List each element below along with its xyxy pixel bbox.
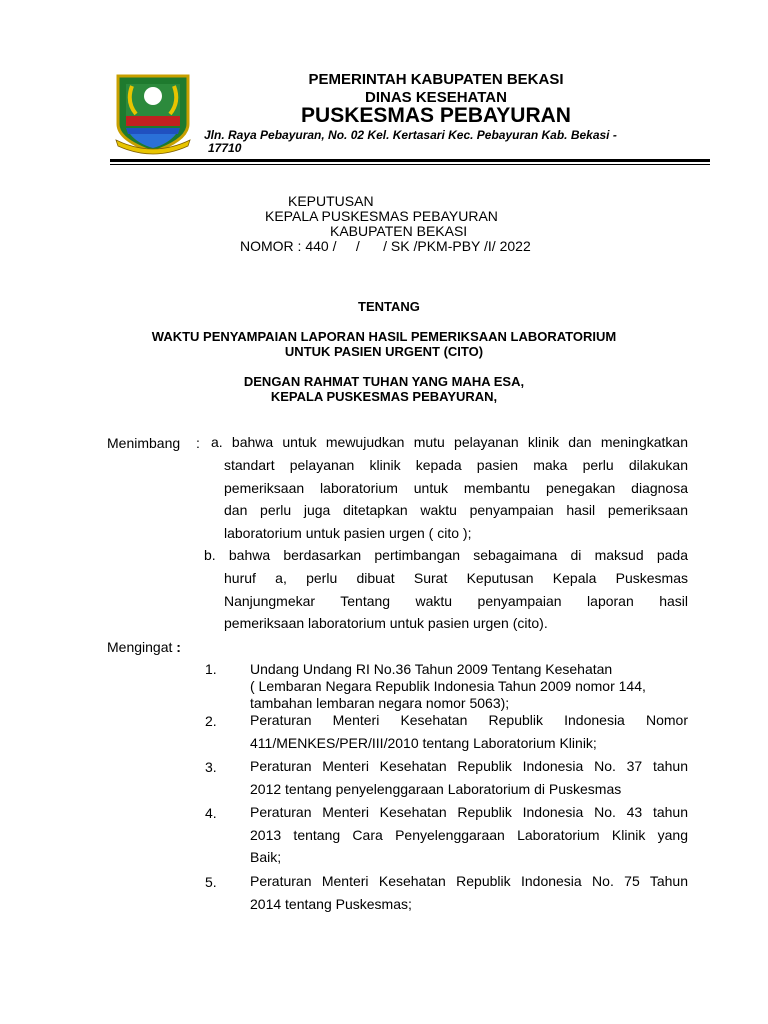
mengingat-label-text: Mengingat — [107, 639, 173, 655]
menimbang-label: Menimbang — [107, 435, 181, 451]
mengingat-item-line: Peraturan Menteri Kesehatan Republik Indonesia No. 43 tahun — [250, 804, 688, 820]
menimbang-a-first-line: a. bahwa untuk mewujudkan mutu pelayanan klinik dan meningkatkan — [211, 434, 688, 450]
mengingat-item-line: 2012 tentang penyelenggaraan Laboratorium di Puskesmas — [250, 780, 622, 797]
mengingat-item-line: ( Lembaran Negara Republik Indonesia Tahun 2009 nomor 144, — [250, 678, 646, 694]
header-divider-thick — [110, 159, 710, 162]
mengingat-item-line: 2013 tentang Cara Penyelenggaraan Laboratorium Klinik yang — [250, 826, 688, 843]
mengingat-item-line: Peraturan Menteri Kesehatan Republik Indonesia Nomor — [250, 712, 688, 728]
mengingat-item-number: 4. — [205, 805, 217, 821]
header-postcode: 17710 — [208, 141, 242, 155]
mengingat-item-line: Peraturan Menteri Kesehatan Republik Indonesia No. 75 Tahun — [250, 873, 688, 889]
header-department: DINAS KESEHATAN — [365, 89, 507, 106]
title-keputusan: KEPUTUSAN — [288, 193, 374, 209]
rahmat-line-1: DENGAN RAHMAT TUHAN YANG MAHA ESA, — [243, 374, 525, 389]
subject-line-2: UNTUK PASIEN URGENT (CITO) — [284, 344, 484, 359]
menimbang-a-continuation — [224, 454, 688, 544]
menimbang-b-continuation — [224, 567, 688, 635]
kabupaten-bekasi-crest-icon — [112, 72, 194, 156]
mengingat-item-line: 2014 tentang Puskesmas; — [250, 895, 412, 912]
header-puskesmas: PUSKESMAS PEBAYURAN — [301, 104, 571, 127]
title-kabupaten: KABUPATEN BEKASI — [330, 223, 468, 239]
mengingat-item-number: 3. — [205, 759, 217, 775]
mengingat-item-4 — [250, 801, 688, 869]
mengingat-item-number: 5. — [205, 874, 217, 890]
header-government: PEMERINTAH KABUPATEN BEKASI — [308, 71, 564, 88]
mengingat-item-line: Baik; — [250, 849, 282, 865]
mengingat-colon: : — [176, 639, 181, 655]
menimbang-colon: : — [196, 435, 200, 451]
mengingat-item-3 — [250, 755, 688, 800]
mengingat-item-line: tambahan lembaran negara nomor 5063); — [250, 695, 510, 711]
menimbang-a-line: pemeriksaan laboratorium untuk membantu penegakan diagnosa — [224, 479, 688, 496]
menimbang-b-line: Nanjungmekar Tentang waktu penyampaian laporan hasil — [224, 592, 688, 609]
mengingat-item-1 — [250, 661, 688, 712]
menimbang-a-line: dan perlu juga ditetapkan waktu penyampaian hasil pemeriksaan — [224, 502, 688, 518]
menimbang-a-line: standart pelayanan klinik kepada pasien maka perlu dilakukan — [224, 457, 688, 473]
header-divider-thin — [110, 164, 710, 165]
menimbang-a-line: laboratorium untuk pasien urgen ( cito ); — [224, 524, 472, 541]
mengingat-item-line: Peraturan Menteri Kesehatan Republik Indonesia No. 37 tahun — [250, 758, 688, 774]
title-kepala: KEPALA PUSKESMAS PEBAYURAN — [265, 208, 498, 224]
mengingat-item-5 — [250, 870, 688, 915]
mengingat-item-line: 411/MENKES/PER/III/2010 tentang Laboratorium Klinik; — [250, 734, 597, 751]
menimbang-b-line: pemeriksaan laboratorium untuk pasien urgen (cito). — [224, 615, 548, 631]
mengingat-item-number: 1. — [205, 661, 217, 677]
mengingat-label — [107, 639, 181, 655]
mengingat-item-number: 2. — [205, 713, 217, 729]
header-address: Jln. Raya Pebayuran, No. 02 Kel. Kertasari Kec. Pebayuran Kab. Bekasi - — [204, 128, 617, 142]
mengingat-item-line: Undang Undang RI No.36 Tahun 2009 Tentang Kesehatan — [250, 661, 613, 677]
subject-line-1: WAKTU PENYAMPAIAN LAPORAN HASIL PEMERIKSAAN LABORATORIUM — [151, 329, 617, 344]
menimbang-b-line: huruf a, perlu dibuat Surat Keputusan Kepala Puskesmas — [224, 570, 688, 586]
menimbang-b-first-line: b. bahwa berdasarkan pertimbangan sebagaimana di maksud pada — [204, 547, 688, 563]
title-tentang: TENTANG — [358, 299, 420, 314]
title-nomor: NOMOR : 440 / / / SK /PKM-PBY /I/ 2022 — [240, 238, 531, 254]
mengingat-item-2 — [250, 709, 688, 754]
rahmat-line-2: KEPALA PUSKESMAS PEBAYURAN, — [270, 389, 498, 404]
